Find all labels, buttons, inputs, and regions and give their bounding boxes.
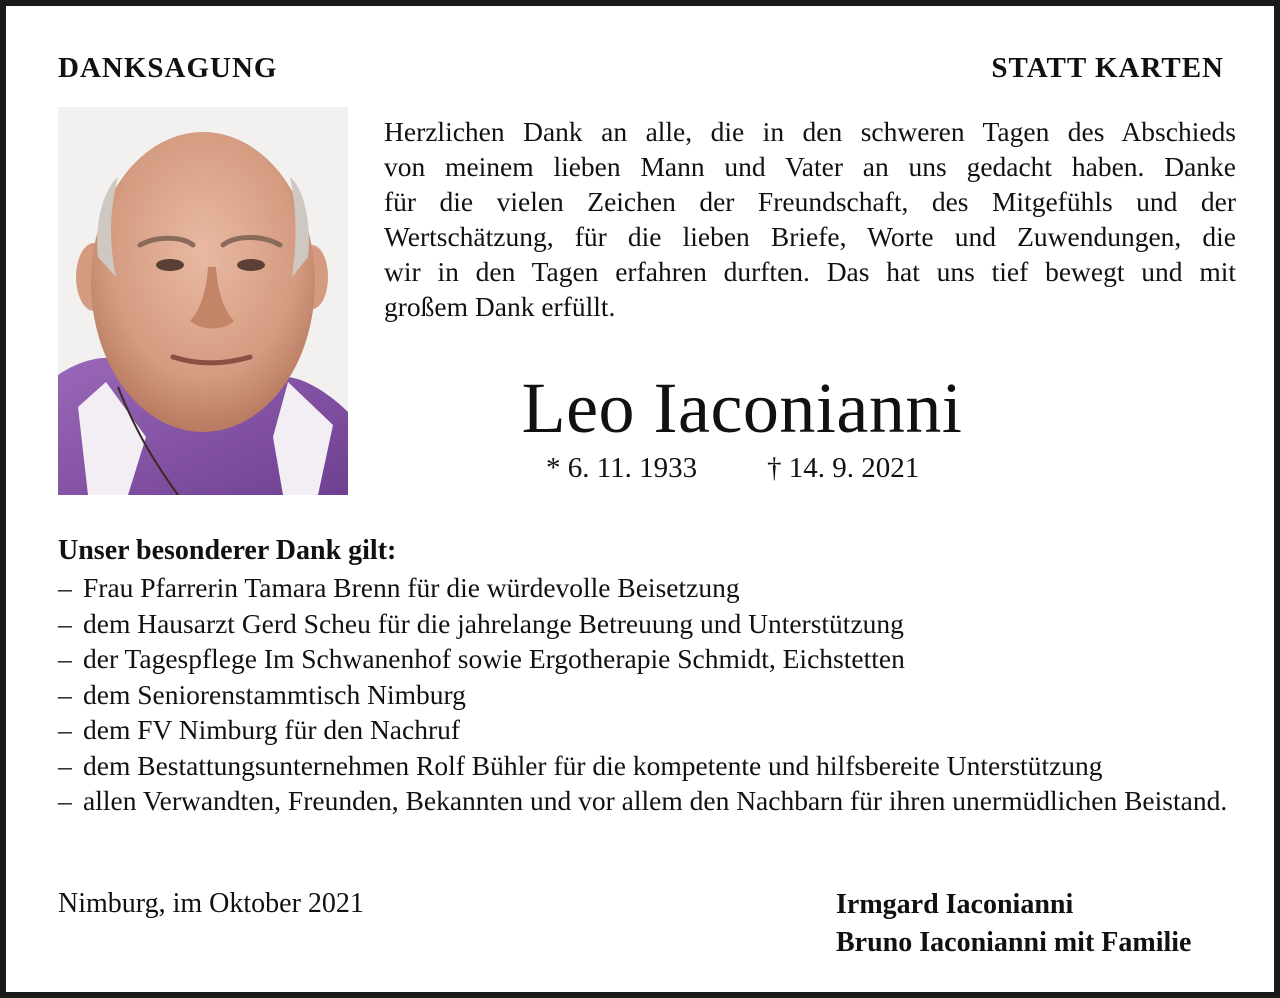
thanks-list: [58, 570, 1238, 819]
list-item: [58, 570, 1238, 606]
birth-date: * 6. 11. 1933: [546, 452, 698, 484]
signature-line: Bruno Iaconianni mit Familie: [836, 927, 1192, 958]
signature-line: Irmgard Iaconianni: [836, 889, 1074, 920]
list-item: [58, 748, 1238, 784]
list-item-text: dem FV Nimburg für den Nachruf: [83, 714, 461, 745]
dash-bullet: –: [58, 643, 72, 674]
list-item: [58, 677, 1238, 713]
intro-line: von meinem lieben Mann und Vater an uns gedacht haben. Danke: [384, 151, 1236, 182]
list-item-text: dem Hausarzt Gerd Scheu für die jahrelange Betreuung und Unterstützung: [83, 607, 904, 639]
list-item: [58, 783, 1238, 819]
intro-line: wir in den Tagen erfahren durften. Das hat uns tief bewegt und mit: [384, 256, 1236, 287]
dash-bullet: –: [58, 678, 72, 710]
dash-bullet: –: [58, 607, 72, 639]
dash-bullet: –: [58, 714, 72, 745]
death-date: † 14. 9. 2021: [767, 452, 920, 484]
intro-line: Wertschätzung, für die lieben Briefe, Worte und Zuwendungen, die: [384, 221, 1236, 252]
list-item: [58, 606, 1238, 642]
list-item-text: allen Verwandten, Freunden, Bekannten und vor allem den Nachbarn für ihren unermüdlichen Beistand.: [83, 785, 1228, 816]
signatures: [836, 886, 1191, 962]
intro-line: Herzlichen Dank an alle, die in den schweren Tagen des Abschieds: [384, 116, 1236, 147]
header-right: STATT KARTEN: [991, 52, 1224, 84]
dash-bullet: –: [58, 785, 72, 816]
intro-line: großem Dank erfüllt.: [384, 291, 616, 322]
thanks-title: Unser besonderer Dank gilt:: [58, 535, 397, 566]
portrait-photo: [58, 107, 348, 495]
portrait-illustration: [58, 107, 348, 495]
intro-text: [384, 114, 1236, 324]
list-item-text: der Tagespflege Im Schwanenhof sowie Ergotherapie Schmidt, Eichstetten: [83, 643, 905, 674]
dash-bullet: –: [58, 749, 72, 781]
list-item: [58, 641, 1238, 677]
dash-bullet: –: [58, 572, 72, 603]
place-date: Nimburg, im Oktober 2021: [58, 888, 364, 919]
deceased-name: Leo Iaconianni: [521, 368, 963, 448]
list-item-text: dem Bestattungsunternehmen Rolf Bühler für die kompetente und hilfsbereite Unterstützung: [83, 749, 1103, 781]
list-item: [58, 712, 1238, 748]
intro-line: für die vielen Zeichen der Freundschaft, des Mitgefühls und der: [384, 186, 1236, 217]
header-left: DANKSAGUNG: [58, 52, 278, 84]
list-item-text: Frau Pfarrerin Tamara Brenn für die würdevolle Beisetzung: [83, 572, 740, 603]
list-item-text: dem Seniorenstammtisch Nimburg: [83, 678, 466, 710]
